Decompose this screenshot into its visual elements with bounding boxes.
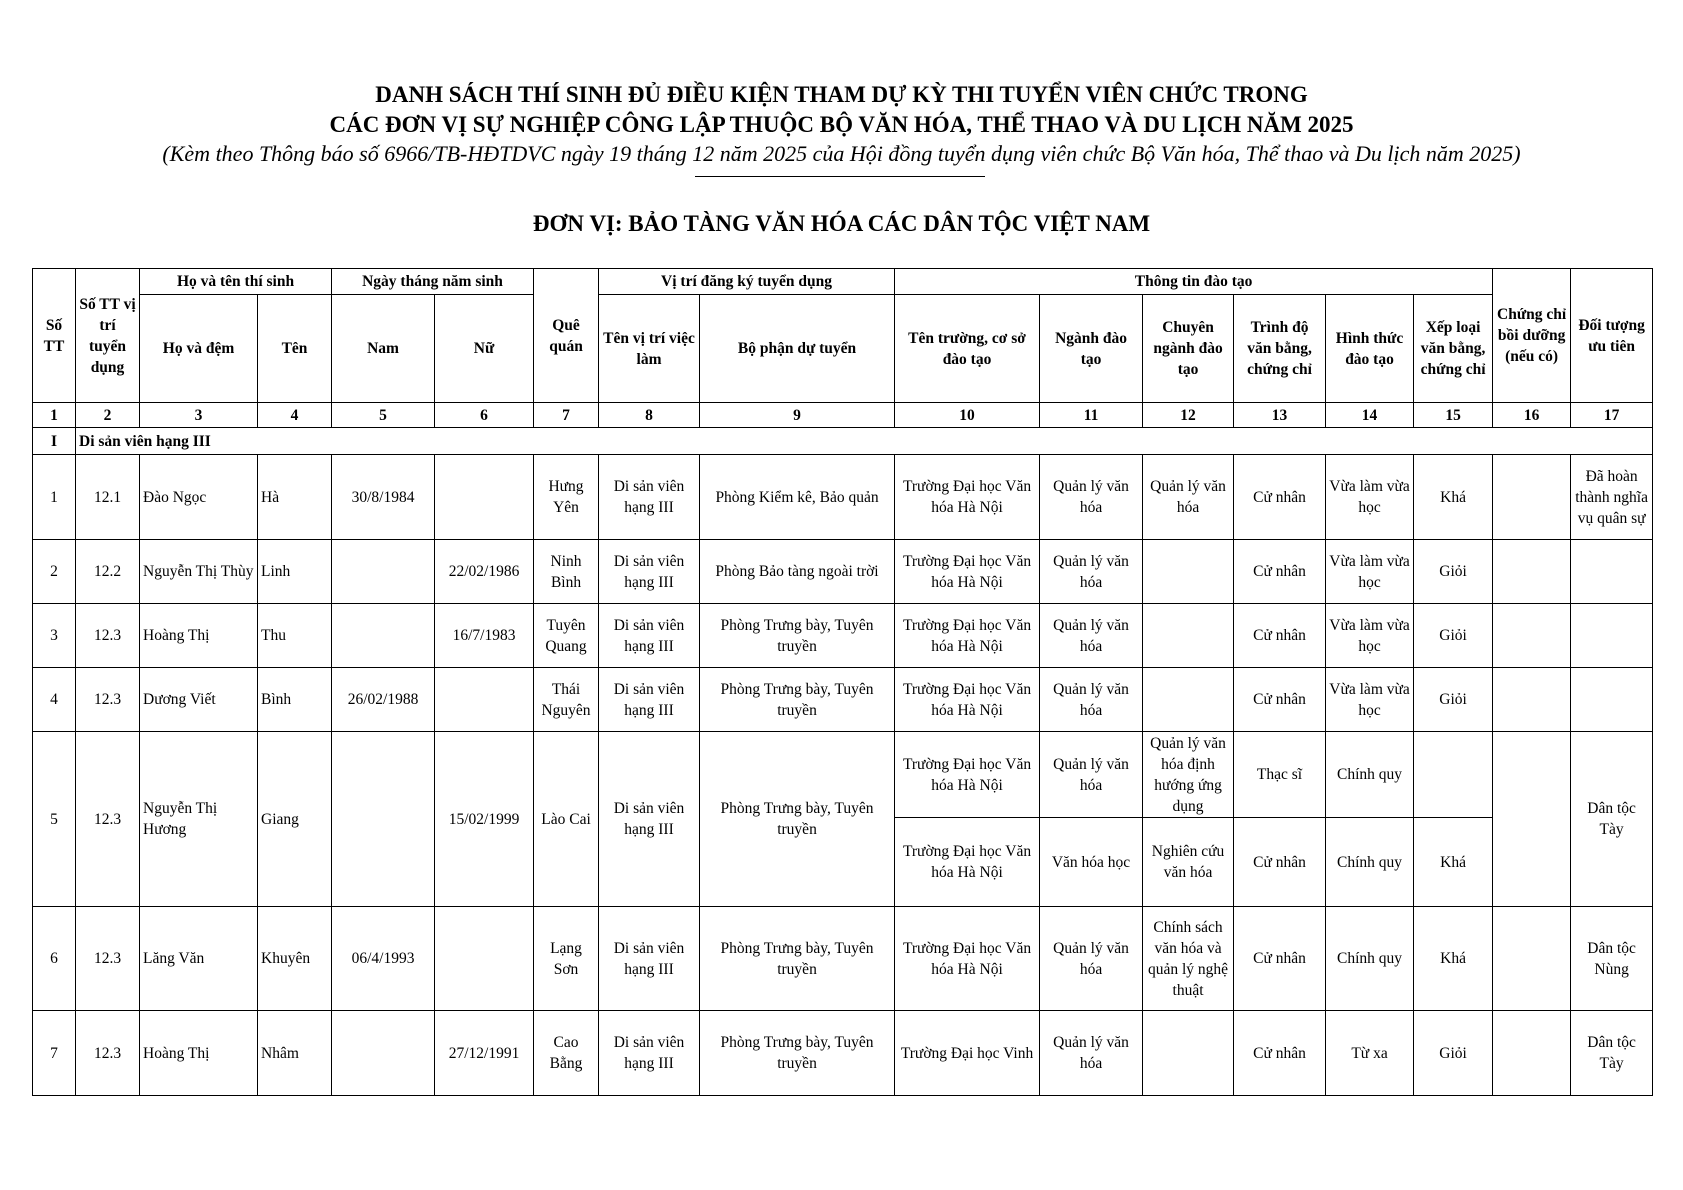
cell-truong: Trường Đại học Vinh — [895, 1011, 1040, 1096]
header-vitri-group: Vị trí đăng ký tuyển dụng — [599, 269, 895, 295]
table-row — [33, 604, 1653, 668]
cell-hinhthuc: Chính quy — [1326, 732, 1414, 818]
unit-heading: ĐƠN VỊ: BẢO TÀNG VĂN HÓA CÁC DÂN TỘC VIỆT NAM — [532, 211, 1151, 236]
cell-chungchi — [1493, 604, 1571, 668]
document-title-line-1: DANH SÁCH THÍ SINH ĐỦ ĐIỀU KIỆN THAM DỰ KỲ THI TUYỂN VIÊN CHỨC TRONG — [375, 82, 1308, 107]
cell-doituong: Dân tộc Nùng — [1571, 907, 1653, 1011]
header-chungchi: Chứng chỉ bồi dưỡng (nếu có) — [1493, 269, 1571, 403]
cell-chungchi — [1493, 1011, 1571, 1096]
column-number: 13 — [1234, 403, 1326, 428]
cell-xeploai: Giỏi — [1414, 540, 1493, 604]
cell-stt-vitri: 12.3 — [76, 1011, 140, 1096]
cell-chuyennganh: Chính sách văn hóa và quản lý nghệ thuật — [1143, 907, 1234, 1011]
cell-nganh: Quản lý văn hóa — [1040, 907, 1143, 1011]
section-row — [33, 428, 1653, 455]
cell-quequan: Thái Nguyên — [534, 668, 599, 732]
column-number: 8 — [599, 403, 700, 428]
cell-xeploai — [1414, 732, 1493, 818]
cell-vitri: Di sản viên hạng III — [599, 1011, 700, 1096]
cell-hinhthuc: Chính quy — [1326, 907, 1414, 1011]
column-number: 17 — [1571, 403, 1653, 428]
cell-trinhdo: Cử nhân — [1234, 668, 1326, 732]
cell-xeploai: Khá — [1414, 455, 1493, 540]
cell-truong: Trường Đại học Văn hóa Hà Nội — [895, 540, 1040, 604]
cell-ten: Nhâm — [258, 1011, 332, 1096]
cell-hinhthuc: Vừa làm vừa học — [1326, 540, 1414, 604]
title-underline-divider — [695, 176, 985, 177]
cell-doituong — [1571, 604, 1653, 668]
cell-xeploai: Giỏi — [1414, 668, 1493, 732]
column-number: 9 — [700, 403, 895, 428]
cell-nganh: Quản lý văn hóa — [1040, 1011, 1143, 1096]
cell-ten: Bình — [258, 668, 332, 732]
cell-chungchi — [1493, 668, 1571, 732]
cell-stt: 7 — [33, 1011, 76, 1096]
cell-stt-vitri: 12.3 — [76, 604, 140, 668]
header-hoten-group: Họ và tên thí sinh — [140, 269, 332, 295]
cell-vitri: Di sản viên hạng III — [599, 540, 700, 604]
cell-xeploai: Khá — [1414, 818, 1493, 907]
cell-chuyennganh — [1143, 540, 1234, 604]
cell-nu: 22/02/1986 — [435, 540, 534, 604]
cell-nam — [332, 1011, 435, 1096]
cell-nu: 27/12/1991 — [435, 1011, 534, 1096]
cell-nganh: Văn hóa học — [1040, 818, 1143, 907]
cell-stt-vitri: 12.3 — [76, 668, 140, 732]
cell-stt: 3 — [33, 604, 76, 668]
cell-nu — [435, 455, 534, 540]
header-hinhthuc: Hình thức đào tạo — [1326, 295, 1414, 403]
cell-vitri: Di sản viên hạng III — [599, 668, 700, 732]
header-ngaysinh-group: Ngày tháng năm sinh — [332, 269, 534, 295]
cell-trinhdo: Cử nhân — [1234, 455, 1326, 540]
cell-nganh: Quản lý văn hóa — [1040, 455, 1143, 540]
cell-nu — [435, 907, 534, 1011]
cell-stt: 5 — [33, 732, 76, 907]
cell-hodem: Dương Viết — [140, 668, 258, 732]
cell-stt: 2 — [33, 540, 76, 604]
column-number: 12 — [1143, 403, 1234, 428]
header-daotao-group: Thông tin đào tạo — [895, 269, 1493, 295]
cell-hodem: Hoàng Thị — [140, 604, 258, 668]
cell-doituong: Đã hoàn thành nghĩa vụ quân sự — [1571, 455, 1653, 540]
cell-truong: Trường Đại học Văn hóa Hà Nội — [895, 455, 1040, 540]
cell-quequan: Ninh Bình — [534, 540, 599, 604]
header-truong: Tên trường, cơ sở đào tạo — [895, 295, 1040, 403]
cell-nganh: Quản lý văn hóa — [1040, 732, 1143, 818]
column-number: 6 — [435, 403, 534, 428]
cell-nam — [332, 604, 435, 668]
cell-stt-vitri: 12.3 — [76, 907, 140, 1011]
table-row — [33, 1011, 1653, 1096]
section-label: Di sản viên hạng III — [76, 428, 1653, 455]
cell-nam: 30/8/1984 — [332, 455, 435, 540]
cell-stt: 4 — [33, 668, 76, 732]
cell-hodem: Lăng Văn — [140, 907, 258, 1011]
cell-quequan: Cao Bằng — [534, 1011, 599, 1096]
cell-ten: Giang — [258, 732, 332, 907]
cell-vitri: Di sản viên hạng III — [599, 455, 700, 540]
cell-hinhthuc: Vừa làm vừa học — [1326, 668, 1414, 732]
column-number-row — [33, 403, 1653, 428]
column-number: 15 — [1414, 403, 1493, 428]
cell-stt: 6 — [33, 907, 76, 1011]
table-row — [33, 907, 1653, 1011]
cell-hodem: Hoàng Thị — [140, 1011, 258, 1096]
cell-doituong — [1571, 668, 1653, 732]
cell-ten: Thu — [258, 604, 332, 668]
cell-bophan: Phòng Trưng bày, Tuyên truyền — [700, 907, 895, 1011]
document-subtitle: (Kèm theo Thông báo số 6966/TB-HĐTDVC ngày 19 tháng 12 năm 2025 của Hội đồng tuyển dụng viên chức Bộ Văn hóa, Thể thao và Du lịch năm 2025) — [162, 141, 1521, 166]
cell-chuyennganh: Nghiên cứu văn hóa — [1143, 818, 1234, 907]
cell-quequan: Hưng Yên — [534, 455, 599, 540]
cell-bophan: Phòng Trưng bày, Tuyên truyền — [700, 604, 895, 668]
cell-nam — [332, 540, 435, 604]
cell-chuyennganh: Quản lý văn hóa định hướng ứng dụng — [1143, 732, 1234, 818]
cell-ten: Hà — [258, 455, 332, 540]
cell-chuyennganh — [1143, 604, 1234, 668]
header-nganh: Ngành đào tạo — [1040, 295, 1143, 403]
cell-doituong: Dân tộc Tày — [1571, 1011, 1653, 1096]
header-ten-vitri: Tên vị trí việc làm — [599, 295, 700, 403]
header-ten: Tên — [258, 295, 332, 403]
header-hodem: Họ và đệm — [140, 295, 258, 403]
cell-trinhdo: Cử nhân — [1234, 540, 1326, 604]
column-number: 14 — [1326, 403, 1414, 428]
cell-chuyennganh — [1143, 1011, 1234, 1096]
cell-hinhthuc: Từ xa — [1326, 1011, 1414, 1096]
cell-chungchi — [1493, 540, 1571, 604]
cell-chuyennganh: Quản lý văn hóa — [1143, 455, 1234, 540]
cell-bophan: Phòng Kiểm kê, Bảo quản — [700, 455, 895, 540]
header-chuyennganh: Chuyên ngành đào tạo — [1143, 295, 1234, 403]
cell-xeploai: Khá — [1414, 907, 1493, 1011]
cell-truong: Trường Đại học Văn hóa Hà Nội — [895, 818, 1040, 907]
cell-bophan: Phòng Trưng bày, Tuyên truyền — [700, 1011, 895, 1096]
cell-quequan: Lào Cai — [534, 732, 599, 907]
column-number: 16 — [1493, 403, 1571, 428]
header-nu: Nữ — [435, 295, 534, 403]
cell-hinhthuc: Vừa làm vừa học — [1326, 455, 1414, 540]
header-stt-vitri: Số TT vị trí tuyển dụng — [76, 269, 140, 403]
cell-hinhthuc: Vừa làm vừa học — [1326, 604, 1414, 668]
cell-hinhthuc: Chính quy — [1326, 818, 1414, 907]
cell-vitri: Di sản viên hạng III — [599, 907, 700, 1011]
cell-nam: 06/4/1993 — [332, 907, 435, 1011]
column-number: 3 — [140, 403, 258, 428]
cell-quequan: Tuyên Quang — [534, 604, 599, 668]
cell-chungchi — [1493, 732, 1571, 907]
cell-nganh: Quản lý văn hóa — [1040, 668, 1143, 732]
cell-ten: Khuyên — [258, 907, 332, 1011]
cell-stt-vitri: 12.3 — [76, 732, 140, 907]
document-title-line-2: CÁC ĐƠN VỊ SỰ NGHIỆP CÔNG LẬP THUỘC BỘ VĂN HÓA, THỂ THAO VÀ DU LỊCH NĂM 2025 — [329, 112, 1354, 137]
cell-xeploai: Giỏi — [1414, 604, 1493, 668]
cell-hodem: Nguyễn Thị Hương — [140, 732, 258, 907]
cell-nam: 26/02/1988 — [332, 668, 435, 732]
cell-nganh: Quản lý văn hóa — [1040, 540, 1143, 604]
header-doituong: Đối tượng ưu tiên — [1571, 269, 1653, 403]
cell-hodem: Nguyễn Thị Thùy — [140, 540, 258, 604]
cell-doituong: Dân tộc Tày — [1571, 732, 1653, 907]
cell-truong: Trường Đại học Văn hóa Hà Nội — [895, 732, 1040, 818]
cell-trinhdo: Cử nhân — [1234, 1011, 1326, 1096]
cell-chungchi — [1493, 907, 1571, 1011]
cell-vitri: Di sản viên hạng III — [599, 732, 700, 907]
cell-stt-vitri: 12.1 — [76, 455, 140, 540]
cell-xeploai: Giỏi — [1414, 1011, 1493, 1096]
column-number: 1 — [33, 403, 76, 428]
cell-chungchi — [1493, 455, 1571, 540]
cell-trinhdo: Cử nhân — [1234, 907, 1326, 1011]
cell-nu — [435, 668, 534, 732]
cell-bophan: Phòng Bảo tàng ngoài trời — [700, 540, 895, 604]
column-number: 10 — [895, 403, 1040, 428]
column-number: 4 — [258, 403, 332, 428]
cell-truong: Trường Đại học Văn hóa Hà Nội — [895, 668, 1040, 732]
header-nam: Nam — [332, 295, 435, 403]
cell-vitri: Di sản viên hạng III — [599, 604, 700, 668]
table-row — [33, 732, 1653, 818]
cell-quequan: Lạng Sơn — [534, 907, 599, 1011]
cell-nganh: Quản lý văn hóa — [1040, 604, 1143, 668]
table-row — [33, 455, 1653, 540]
column-number: 7 — [534, 403, 599, 428]
table-row — [33, 540, 1653, 604]
cell-trinhdo: Cử nhân — [1234, 818, 1326, 907]
header-trinhdo: Trình độ văn bằng, chứng chỉ — [1234, 295, 1326, 403]
cell-nam — [332, 732, 435, 907]
column-number: 5 — [332, 403, 435, 428]
header-xeploai: Xếp loại văn bằng, chứng chỉ — [1414, 295, 1493, 403]
section-number: I — [33, 428, 76, 455]
cell-bophan: Phòng Trưng bày, Tuyên truyền — [700, 732, 895, 907]
header-quequan: Quê quán — [534, 269, 599, 403]
cell-chuyennganh — [1143, 668, 1234, 732]
cell-stt-vitri: 12.2 — [76, 540, 140, 604]
cell-stt: 1 — [33, 455, 76, 540]
cell-nu: 15/02/1999 — [435, 732, 534, 907]
cell-ten: Linh — [258, 540, 332, 604]
candidate-table — [32, 268, 1653, 1096]
cell-truong: Trường Đại học Văn hóa Hà Nội — [895, 604, 1040, 668]
column-number: 2 — [76, 403, 140, 428]
cell-trinhdo: Thạc sĩ — [1234, 732, 1326, 818]
cell-hodem: Đào Ngọc — [140, 455, 258, 540]
column-number: 11 — [1040, 403, 1143, 428]
cell-doituong — [1571, 540, 1653, 604]
cell-trinhdo: Cử nhân — [1234, 604, 1326, 668]
cell-bophan: Phòng Trưng bày, Tuyên truyền — [700, 668, 895, 732]
cell-nu: 16/7/1983 — [435, 604, 534, 668]
table-row — [33, 668, 1653, 732]
header-stt: Số TT — [33, 269, 76, 403]
cell-truong: Trường Đại học Văn hóa Hà Nội — [895, 907, 1040, 1011]
header-bophan: Bộ phận dự tuyển — [700, 295, 895, 403]
